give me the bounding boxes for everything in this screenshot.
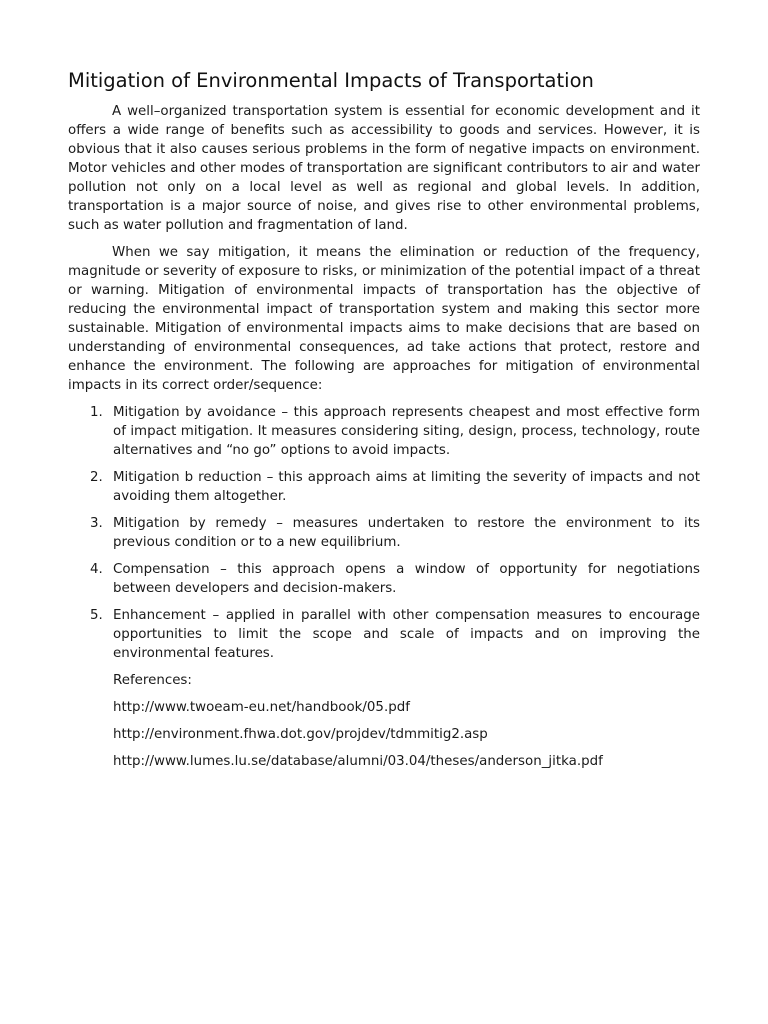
document-title: Mitigation of Environmental Impacts of Transportation (68, 69, 594, 92)
list-number: 1. (90, 405, 103, 420)
references-heading: References: (113, 673, 192, 688)
list-number: 2. (90, 470, 103, 485)
list-item (68, 514, 700, 552)
mitigation-paragraph: When we say mitigation, it means the elimination or reduction of the frequency, magnitude or severity of exposure to risks, or minimization of the potential impact of a threat or warning. Mitigation of environmental impacts of transportation has the objective of reducing the environmental impact of transportation system and making this sector more sustainable. Mitigation of environmental impacts aims to make decisions that are based on understanding of environmental consequences, ad take actions that protect, restore and enhance the environment. The following are approaches for mitigation of environmental impacts in its correct order/sequence: (68, 245, 700, 393)
list-item-text: Mitigation b reduction – this approach aims at limiting the severity of impacts and not avoiding them altogether. (113, 470, 700, 504)
list-item-text: Enhancement – applied in parallel with other compensation measures to encourage opportunities to limit the scope and scale of impacts and on improving the environmental features. (113, 608, 700, 661)
list-item (68, 403, 700, 460)
list-item (68, 468, 700, 506)
list-item-text: Mitigation by remedy – measures undertaken to restore the environment to its previous condition or to a new equilibrium. (113, 516, 700, 550)
reference-link[interactable]: http://www.twoeam-eu.net/handbook/05.pdf (113, 700, 410, 715)
list-number: 3. (90, 516, 103, 531)
approach-list (68, 403, 700, 663)
reference-link[interactable]: http://environment.fhwa.dot.gov/projdev/tdmmitig2.asp (113, 727, 488, 742)
references-section (68, 671, 700, 771)
list-item-text: Mitigation by avoidance – this approach represents cheapest and most effective form of impact mitigation. It measures considering siting, design, process, technology, route alternatives and “no go” options to avoid impacts. (113, 405, 700, 458)
list-item (68, 606, 700, 663)
list-number: 4. (90, 562, 103, 577)
reference-link[interactable]: http://www.lumes.lu.se/database/alumni/03.04/theses/anderson_jitka.pdf (113, 754, 603, 769)
intro-paragraph: A well–organized transportation system is essential for economic development and it offers a wide range of benefits such as accessibility to goods and services. However, it is obvious that it also causes serious problems in the form of negative impacts on environment. Motor vehicles and other modes of transportation are significant contributors to air and water pollution not only on a local level as well as regional and global levels. In addition, transportation is a major source of noise, and gives rise to other environmental problems, such as water pollution and fragmentation of land. (68, 104, 700, 233)
list-number: 5. (90, 608, 103, 623)
document-page (68, 68, 700, 779)
list-item-text: Compensation – this approach opens a window of opportunity for negotiations between developers and decision-makers. (113, 562, 700, 596)
list-item (68, 560, 700, 598)
